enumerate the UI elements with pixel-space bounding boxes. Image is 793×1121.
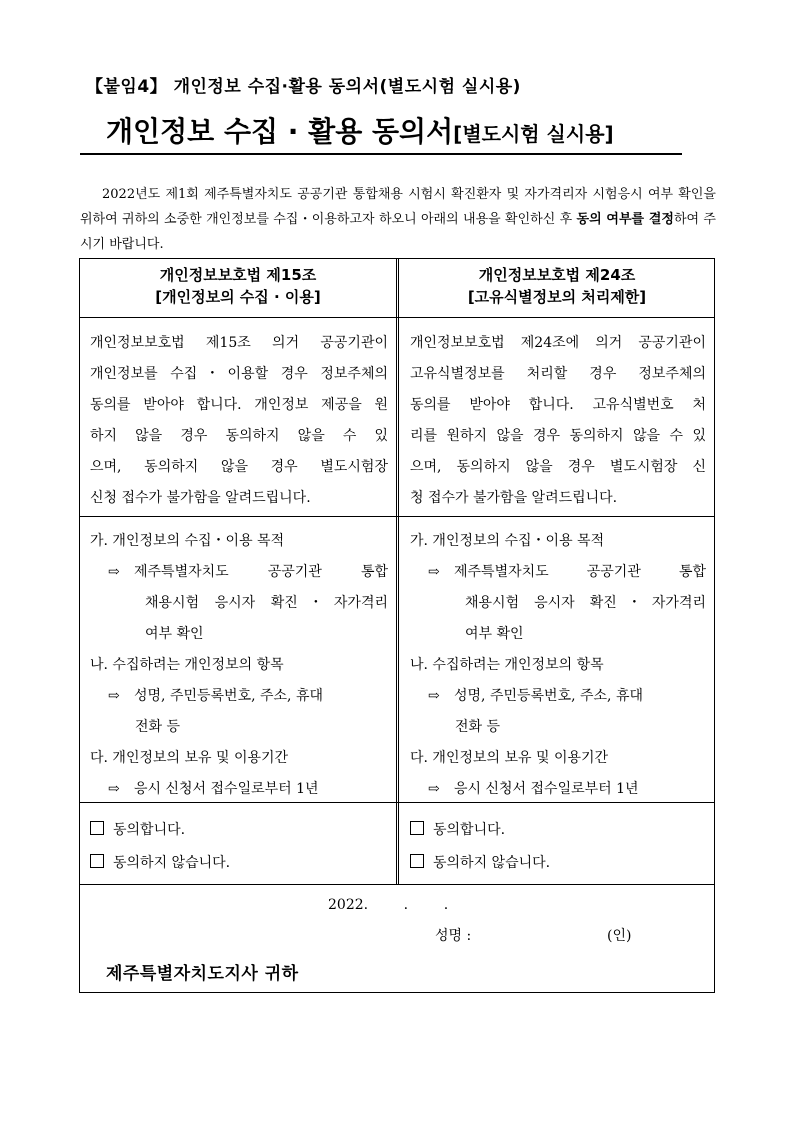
- right-disagree-option[interactable]: [410, 847, 706, 880]
- section-c-line: [410, 774, 706, 805]
- section-a-text: 제주특별자치도 공공기관 통합: [134, 564, 388, 580]
- left-header-line2: [개인정보의 수집 · 이용]: [155, 288, 321, 306]
- desc-line: 신청 접수가 불가함을 알려드립니다.: [90, 490, 311, 506]
- seal-mark: (인): [607, 928, 632, 944]
- recipient: 제주특별자치도지사 귀하: [106, 964, 299, 984]
- desc-line: 동의를 받아야 합니다. 개인정보 제공을 원: [90, 397, 388, 413]
- arrow-icon: ⇨: [428, 564, 440, 580]
- section-c-line: [90, 774, 388, 805]
- disagree-checkbox[interactable]: [410, 854, 424, 868]
- desc-line: 개인정보보호법 제24조에 의거 공공기관이: [410, 335, 706, 351]
- desc-line: 청 접수가 불가함을 알려드립니다.: [410, 490, 618, 506]
- right-header: [400, 259, 714, 317]
- left-disagree-option[interactable]: [90, 847, 388, 880]
- agree-checkbox[interactable]: [410, 821, 424, 835]
- section-a-cont: 여부 확인: [465, 626, 524, 642]
- desc-line: 고유식별정보를 처리할 경우 정보주체의: [410, 366, 706, 382]
- section-c-text: 응시 신청서 접수일로부터 1년: [134, 781, 319, 797]
- agree-label: 동의합니다.: [433, 822, 506, 838]
- document-title: [106, 110, 614, 150]
- desc-line: 동의를 받아야 합니다. 고유식별번호 처: [410, 397, 706, 413]
- section-b-line: [410, 681, 706, 712]
- name-field-label: 성명 :: [435, 928, 472, 944]
- left-header-line1: 개인정보보호법 제15조: [159, 266, 317, 284]
- annex-label: 【붙임4】 개인정보 수집·활용 동의서(별도시험 실시용): [86, 77, 521, 97]
- section-b-line: [90, 681, 388, 712]
- section-c-title: 다. 개인정보의 보유 및 이용기간: [90, 750, 289, 766]
- section-a-title: 가. 개인정보의 수집・이용 목적: [90, 533, 285, 549]
- consent-table: [79, 258, 715, 993]
- arrow-icon: ⇨: [428, 781, 440, 797]
- desc-line: 하지 않을 경우 동의하지 않을 수 있: [90, 428, 388, 444]
- section-a-text: 제주특별자치도 공공기관 통합: [454, 564, 706, 580]
- disagree-label: 동의하지 않습니다.: [113, 855, 231, 871]
- section-b-title: 나. 수집하려는 개인정보의 항목: [410, 657, 604, 673]
- section-a-line: [410, 557, 706, 588]
- agree-label: 동의합니다.: [113, 822, 186, 838]
- title-underline: [80, 153, 682, 155]
- arrow-icon: ⇨: [108, 781, 120, 797]
- left-consent: [80, 804, 396, 884]
- section-b-text: 성명, 주민등록번호, 주소, 휴대: [134, 688, 323, 704]
- agree-checkbox[interactable]: [90, 821, 104, 835]
- intro-bold: 동의 여부를 결정: [576, 212, 674, 227]
- arrow-icon: ⇨: [108, 688, 120, 704]
- section-a-cont: 여부 확인: [145, 626, 204, 642]
- left-agree-option[interactable]: [90, 814, 388, 847]
- arrow-icon: ⇨: [108, 564, 120, 580]
- section-b-text: 성명, 주민등록번호, 주소, 휴대: [454, 688, 643, 704]
- right-items: [400, 517, 714, 802]
- desc-line: 개인정보보호법 제15조 의거 공공기관이: [90, 335, 388, 351]
- column-divider: [396, 259, 399, 884]
- section-b-cont: 전화 등: [135, 719, 181, 735]
- section-c-title: 다. 개인정보의 보유 및 이용기간: [410, 750, 609, 766]
- section-b-title: 나. 수집하려는 개인정보의 항목: [90, 657, 284, 673]
- intro-paragraph: [80, 182, 716, 257]
- left-description: [80, 317, 396, 516]
- desc-line: 으며, 동의하지 않을 경우 별도시험장: [90, 459, 388, 475]
- desc-line: 리를 원하지 않을 경우 동의하지 않을 수 있: [410, 428, 706, 444]
- right-consent: [400, 804, 714, 884]
- desc-line: 개인정보를 수집・이용할 경우 정보주체의: [90, 366, 388, 382]
- section-b-cont: 전화 등: [455, 719, 501, 735]
- section-a-line: [90, 557, 388, 588]
- intro-text-2: 하여 주시기 바랍니다.: [80, 212, 716, 252]
- section-a-cont: 채용시험 응시자 확진・자가격리: [145, 595, 388, 611]
- title-sub: [별도시험 실시용]: [453, 122, 614, 146]
- disagree-label: 동의하지 않습니다.: [433, 855, 551, 871]
- desc-line: 으며, 동의하지 않을 경우 별도시험장 신: [410, 459, 706, 475]
- right-header-line2: [고유식별정보의 처리제한]: [467, 288, 647, 306]
- intro-text-1: 2022년도 제1회 제주특별자치도 공공기관 통합채용 시험시 확진환자 및 자가격리자 시험응시 여부 확인을 위하여 귀하의 소중한 개인정보를 수집・이용하고자 하오니 아래의 내용을 확인하신 후: [80, 187, 716, 227]
- section-a-cont: 채용시험 응시자 확진・자가격리: [465, 595, 706, 611]
- arrow-icon: ⇨: [428, 688, 440, 704]
- date-field[interactable]: 2022. . .: [328, 897, 449, 913]
- left-items: [80, 517, 396, 802]
- right-header-line1: 개인정보보호법 제24조: [478, 266, 636, 284]
- right-description: [400, 317, 714, 516]
- left-header: [80, 259, 396, 317]
- right-agree-option[interactable]: [410, 814, 706, 847]
- signature-area: [80, 885, 713, 991]
- title-main: 개인정보 수집 · 활용 동의서: [106, 115, 454, 148]
- disagree-checkbox[interactable]: [90, 854, 104, 868]
- section-a-title: 가. 개인정보의 수집・이용 목적: [410, 533, 605, 549]
- section-c-text: 응시 신청서 접수일로부터 1년: [454, 781, 639, 797]
